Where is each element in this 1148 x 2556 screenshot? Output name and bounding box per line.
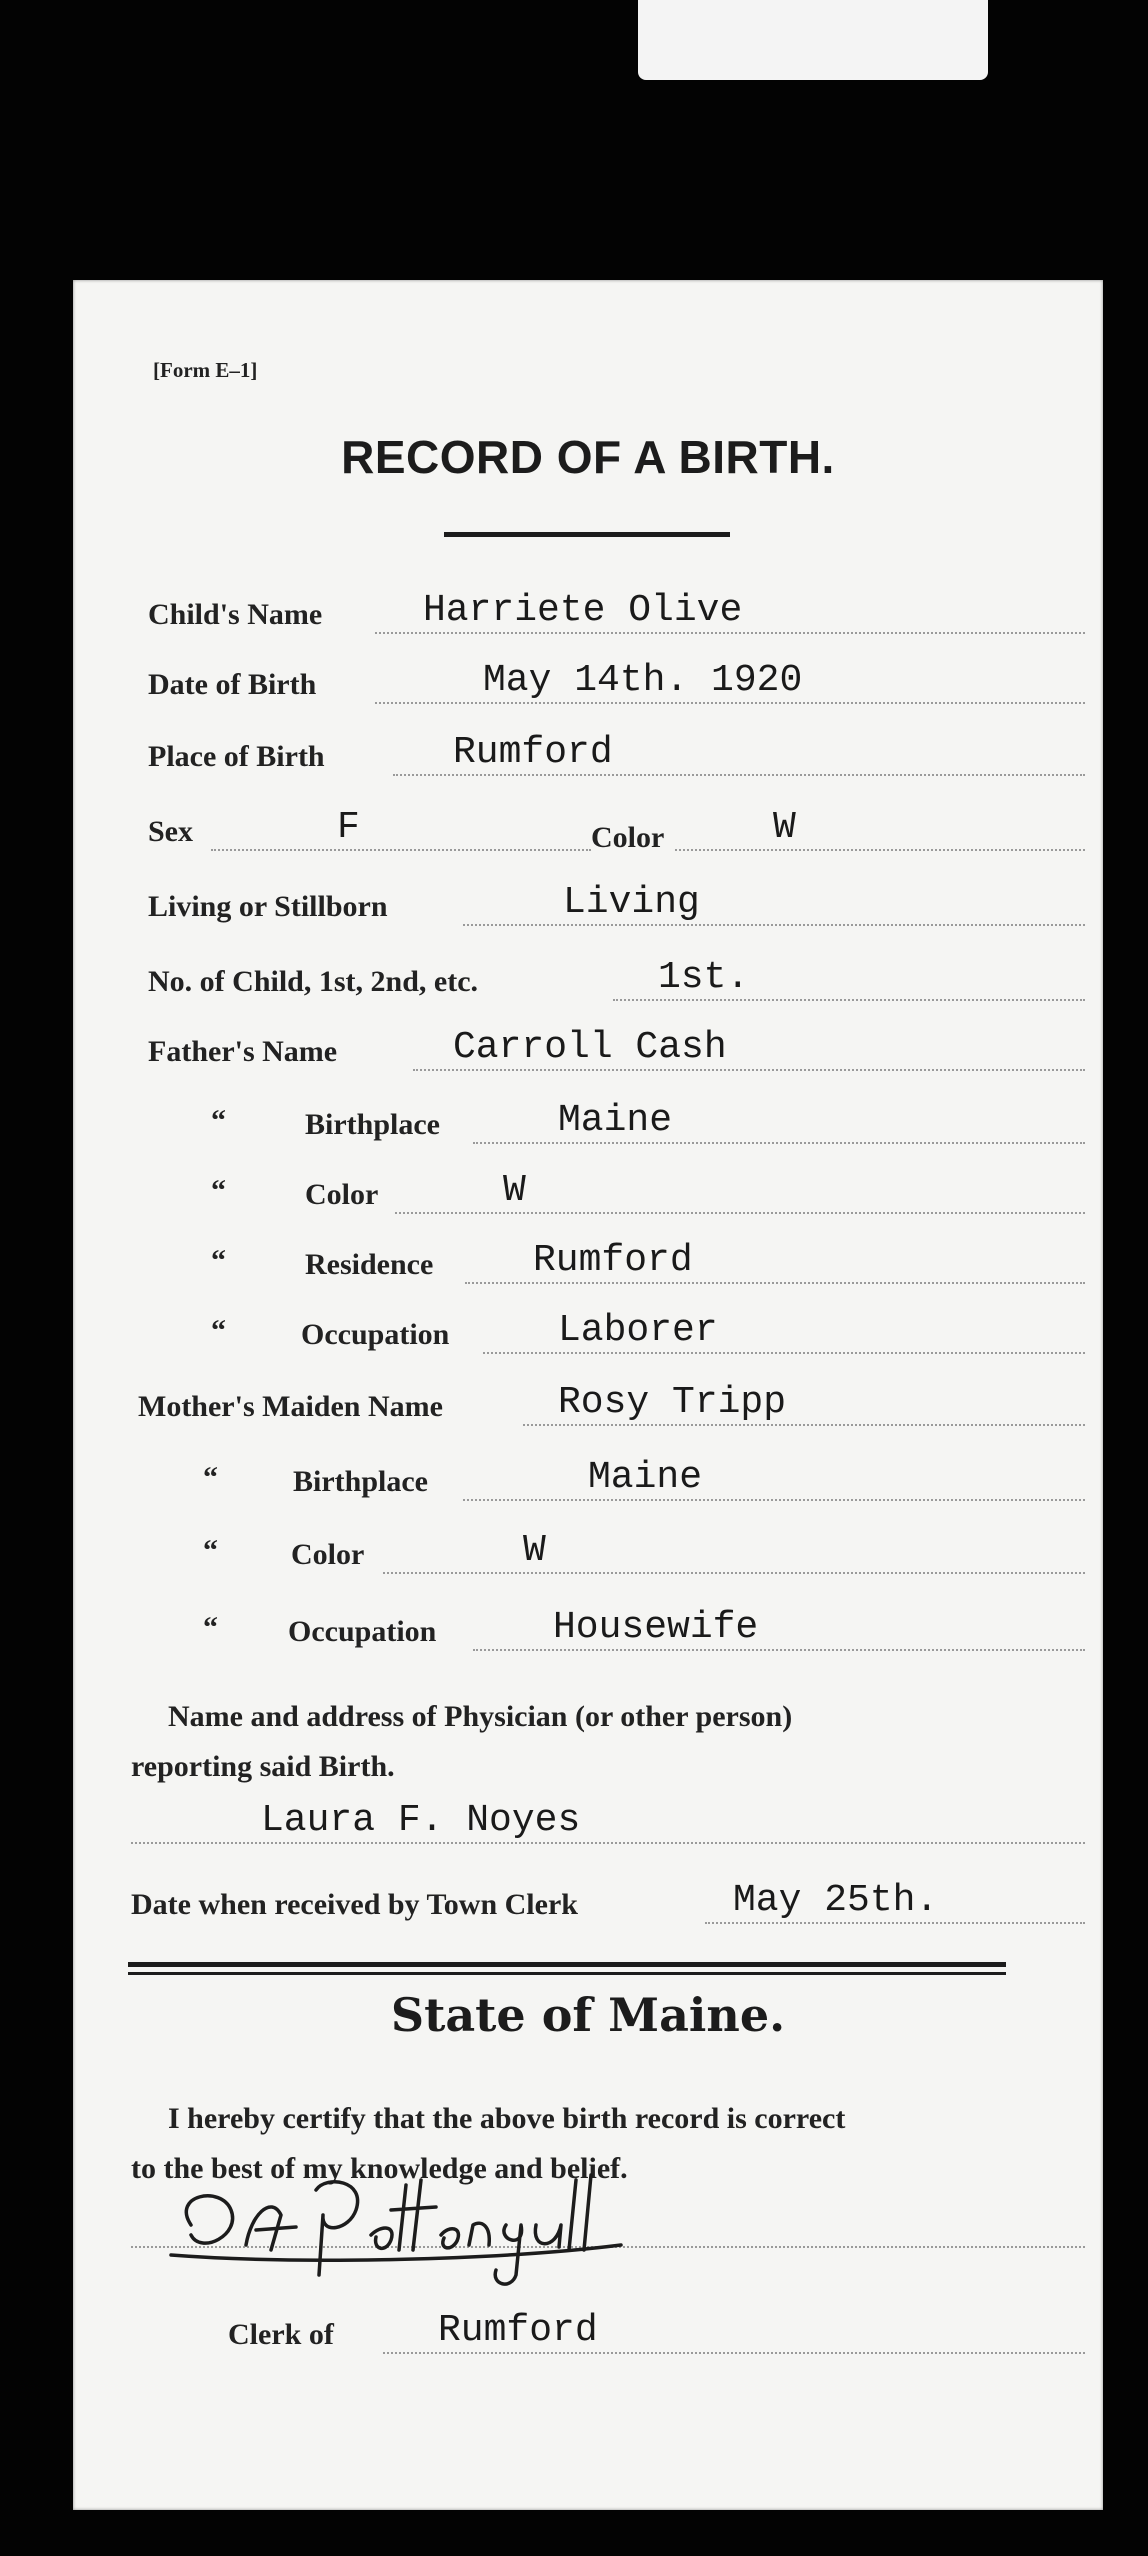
ditto-mark: “ [203, 1611, 218, 1644]
section-divider [128, 1962, 1006, 1967]
white-paper-tab [638, 0, 988, 80]
living-value: Living [563, 881, 700, 924]
title-underline [444, 532, 730, 537]
row-father-name [73, 1015, 1103, 1075]
dotted-line [705, 1922, 1085, 1924]
dotted-line [375, 632, 1085, 634]
birthplace-label: Birthplace [305, 1108, 440, 1141]
dotted-line [613, 999, 1085, 1001]
record-title: RECORD OF A BIRTH. [341, 431, 835, 483]
state-heading: State of Maine. [390, 1988, 786, 2042]
dob-value: May 14th. 1920 [483, 659, 803, 702]
color-value: W [773, 806, 796, 849]
child-name-label: Child's Name [148, 598, 323, 631]
row-place-of-birth [73, 720, 1103, 780]
color-label: Color [291, 1538, 365, 1571]
row-living [73, 870, 1103, 930]
dob-label: Date of Birth [148, 668, 317, 701]
ditto-mark: “ [203, 1534, 218, 1567]
mother-color-value: W [523, 1529, 546, 1572]
color-label: Color [591, 821, 665, 854]
section-divider [128, 1972, 1006, 1975]
father-residence-value: Rumford [533, 1239, 693, 1282]
father-name-label: Father's Name [148, 1035, 338, 1068]
certification-line2: to the best of my knowledge and belief. [131, 2152, 628, 2185]
dotted-line [473, 1649, 1085, 1651]
birth-record-card [73, 280, 1103, 2510]
row-mother-name [73, 1370, 1103, 1430]
row-mother-color [73, 1518, 1103, 1578]
ditto-mark: “ [211, 1174, 226, 1207]
sex-value: F [337, 806, 360, 849]
row-sex-color [73, 795, 1103, 855]
dotted-line [463, 1499, 1085, 1501]
dotted-line [483, 1352, 1085, 1354]
ditto-mark: “ [211, 1314, 226, 1347]
clerk-town-value: Rumford [438, 2309, 598, 2352]
dotted-line [523, 1424, 1085, 1426]
birthplace-label: Birthplace [293, 1465, 428, 1498]
row-father-color [73, 1158, 1103, 1218]
physician-instructions-line2: reporting said Birth. [131, 1750, 395, 1783]
mother-name-label: Mother's Maiden Name [138, 1390, 443, 1423]
physician-name-value: Laura F. Noyes [261, 1799, 581, 1842]
row-child-number [73, 945, 1103, 1005]
child-number-value: 1st. [658, 956, 750, 999]
dotted-line [473, 1142, 1085, 1144]
place-label: Place of Birth [148, 740, 325, 773]
row-father-birthplace [73, 1088, 1103, 1148]
mother-name-value: Rosy Tripp [558, 1381, 787, 1424]
clerk-signature [151, 2155, 791, 2295]
father-name-value: Carroll Cash [453, 1026, 727, 1069]
occupation-label: Occupation [288, 1615, 437, 1648]
row-date-of-birth [73, 648, 1103, 708]
clerk-of-label: Clerk of [228, 2318, 334, 2351]
dotted-line [211, 849, 591, 851]
ditto-mark: “ [211, 1244, 226, 1277]
dotted-line [413, 1069, 1085, 1071]
dotted-line [395, 1212, 1085, 1214]
certification-line1: I hereby certify that the above birth record is correct [168, 2102, 846, 2135]
mother-occupation-value: Housewife [553, 1606, 759, 1649]
sex-label: Sex [148, 815, 193, 848]
dotted-line [393, 774, 1085, 776]
child-number-label: No. of Child, 1st, 2nd, etc. [148, 965, 479, 998]
dotted-line [463, 924, 1085, 926]
row-date-received [73, 1868, 1103, 1928]
dotted-line [465, 1282, 1085, 1284]
row-physician-name [73, 1788, 1103, 1848]
father-color-value: W [503, 1169, 526, 1212]
father-occupation-value: Laborer [558, 1309, 718, 1352]
color-label: Color [305, 1178, 379, 1211]
dotted-line [375, 702, 1085, 704]
child-name-value: Harriete Olive [423, 589, 743, 632]
dotted-line [675, 849, 1085, 851]
row-clerk-of [73, 2298, 1103, 2358]
living-label: Living or Stillborn [148, 890, 388, 923]
occupation-label: Occupation [301, 1318, 450, 1351]
dotted-line [383, 1572, 1085, 1574]
row-child-name [73, 578, 1103, 638]
date-received-label: Date when received by Town Clerk [131, 1888, 578, 1921]
form-number: [Form E–1] [153, 358, 258, 382]
residence-label: Residence [305, 1248, 434, 1281]
dotted-line [383, 2352, 1085, 2354]
row-mother-occupation [73, 1595, 1103, 1655]
row-father-occupation [73, 1298, 1103, 1358]
date-received-value: May 25th. [733, 1879, 939, 1922]
place-value: Rumford [453, 731, 613, 774]
dotted-line [131, 1842, 1085, 1844]
ditto-mark: “ [211, 1104, 226, 1137]
physician-instructions-line1: Name and address of Physician (or other person) [168, 1700, 793, 1733]
father-birthplace-value: Maine [558, 1099, 673, 1142]
row-father-residence [73, 1228, 1103, 1288]
mother-birthplace-value: Maine [588, 1456, 703, 1499]
row-mother-birthplace [73, 1445, 1103, 1505]
ditto-mark: “ [203, 1461, 218, 1494]
